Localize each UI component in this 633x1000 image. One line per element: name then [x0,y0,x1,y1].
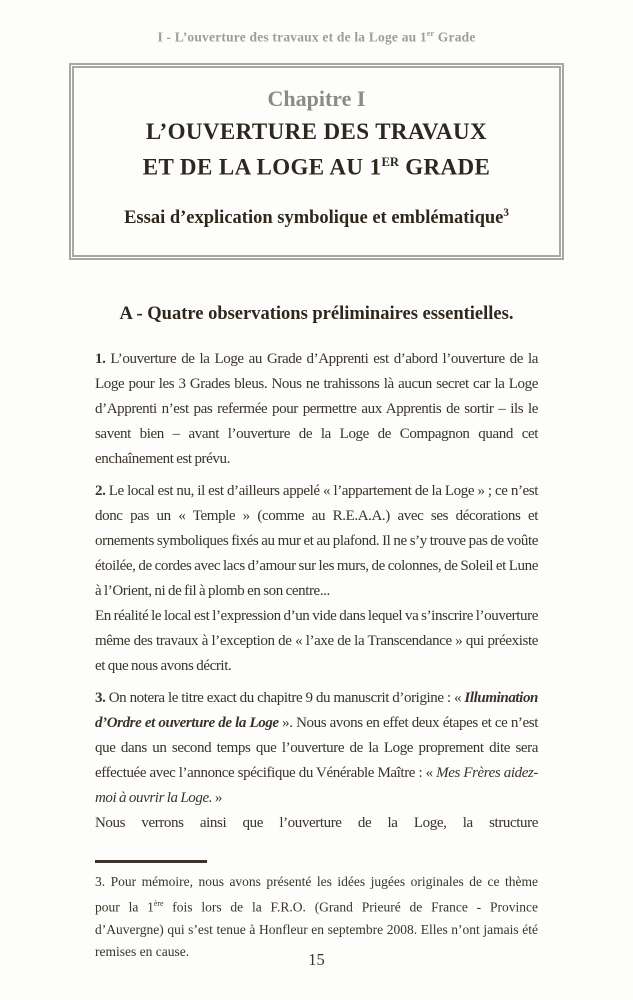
paragraph-2 [95,479,538,679]
footnote-superscript: ère [153,899,164,908]
running-header-tail: Grade [434,29,476,45]
footnote-separator-rule [95,860,207,863]
chapter-title [84,116,549,183]
chapter-subtitle-footnote-ref: 3 [503,207,509,220]
page-number: 15 [308,950,325,969]
running-header-text: I - L’ouverture des travaux et de la Loge au 1 [157,29,427,45]
chapter-title-superscript: ER [381,154,400,169]
paragraph-3-seg3: ». Nous avons en effet deux étapes et ce n’est que dans un second temps que l’ouverture de la Loge proprement dite sera effectuée avec l’annonce spécifique du Vénérable Maître : « [95,715,538,782]
chapter-title-line1: L’OUVERTURE DES TRAVAUX [145,118,488,144]
chapter-title-box [69,63,564,261]
footnote-text: 3. Pour mémoire, nous avons présenté les idées jugées originales de ce thème pour la 1 [95,874,538,915]
chapter-title-line2-tail: GRADE [399,154,491,180]
paragraph-2-part2: En réalité le local est l’expression d’un vide dans lequel va s’inscrire l’ouverture même des travaux à l’exception de « l’axe de la Transcendance » qui préexiste et que nous avons décrit. [95,608,538,675]
paragraph-1 [95,347,538,472]
paragraph-3-part2: Nous verrons ainsi que l’ouverture de la Loge, la structure [95,815,538,832]
paragraph-3-number: 3. [95,690,106,707]
running-header [0,0,633,46]
paragraph-1-number: 1. [95,351,106,368]
chapter-subtitle [84,207,549,229]
paragraph-3 [95,686,538,836]
paragraph-3-italic-quote: Mes Frères aidez-moi à ouvrir la Loge. [95,765,539,807]
footnote-text-tail: fois lors de la F.R.O. (Grand Prieuré de France - Province d’Auvergne) qui s’est tenue à Honfleur en septembre 2008. Elles n’ont jamais été remises en cause. [95,899,538,959]
footnote [95,860,538,963]
paragraph-1-text: L’ouverture de la Loge au Grade d’Apprenti est d’abord l’ouverture de la Loge pour les 3 Grades bleus. Nous ne trahissons là aucun secret car la Loge d’Apprenti n’est pas refermée pour permettre aux Apprentis de sortir – ils le savent bien – avant l’ouverture de la Loge de Compagnon quand cet enchaînement est prévu. [95,351,538,468]
paragraph-2-number: 2. [95,483,106,500]
paragraph-3-seg1: On notera le titre exact du chapitre 9 du manuscrit d’origine : « [105,690,465,707]
running-header-superscript: er [426,29,435,38]
paragraph-3-seg5: » [212,790,222,807]
body-text [95,347,538,836]
paragraph-2-part1 [95,479,538,604]
chapter-kicker: Chapitre I [267,85,366,111]
section-heading: A - Quatre observations préliminaires essentielles. [119,304,514,325]
chapter-title-line2: ET DE LA LOGE AU 1 [142,154,382,180]
chapter-subtitle-text: Essai d’explication symbolique et emblématique [124,208,504,229]
paragraph-2-text: Le local est nu, il est d’ailleurs appelé « l’appartement de la Loge » ; ce n’est donc pas un « Temple » (comme au R.E.A.A.) avec ses décorations et ornements symboliques fixés au mur et au plafond. Il ne s’y trouve pas de voûte étoilée, de cordes avec lacs d’amour sur les murs, de colonnes, de Soleil et Lune à l’Orient, ni de fil à plomb en son centre... [95,483,538,600]
paragraph-3-part1 [95,686,538,811]
paragraph-3-bold-italic-citation: Illumination d’Ordre et ouverture de la Loge [95,690,538,732]
